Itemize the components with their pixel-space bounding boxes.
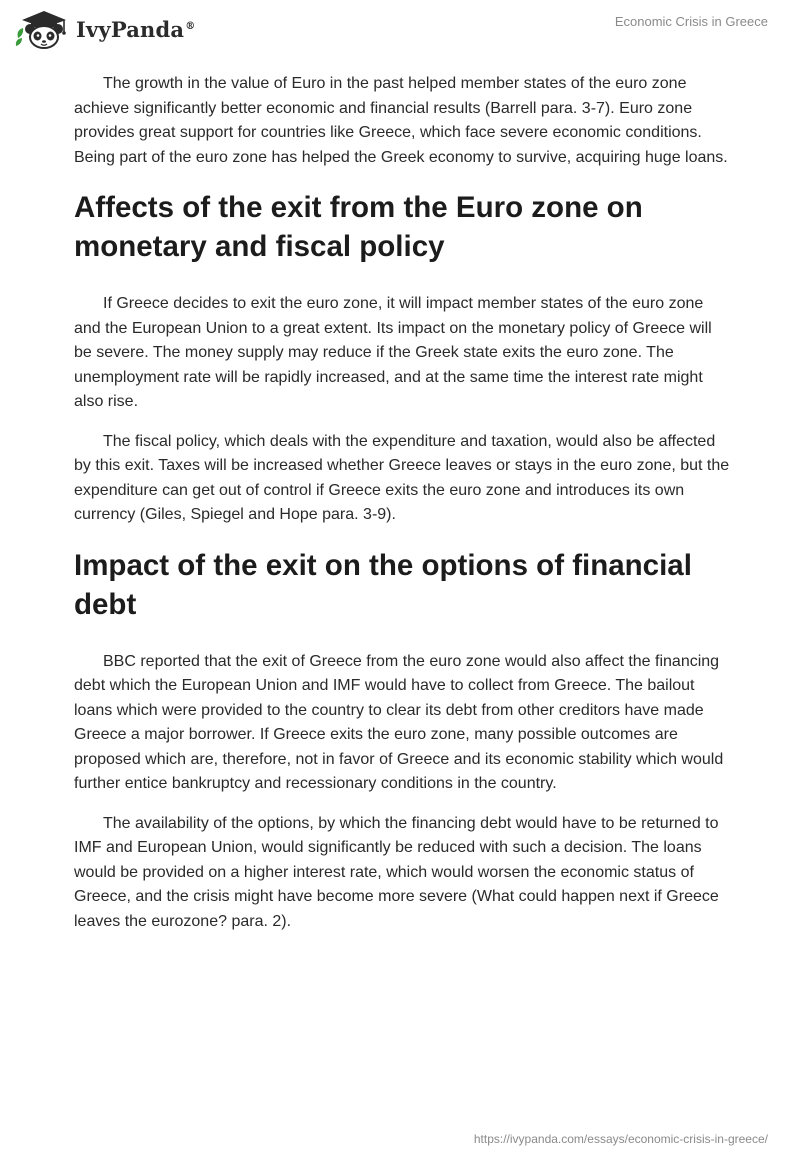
logo-registered-mark: ® [185, 20, 196, 32]
ivypanda-logo[interactable] [14, 8, 195, 50]
panda-graduate-icon [14, 8, 72, 50]
section-heading-financial-debt: Impact of the exit on the options of financial debt [74, 548, 692, 621]
logo-wordmark [76, 17, 195, 42]
paragraph-options-availability: The availability of the options, by which the financing debt would have to be returned to IMF and European Union, would significantly be reduced with such a decision. The loans would be provided on a higher interest rate, which would worsen the economic status of Greece, and the crisis might have become more severe (What could happen next if Greece leaves the eurozone? para. 2). [74, 814, 719, 930]
section-heading-monetary-fiscal: Affects of the exit from the Euro zone on monetary and fiscal policy [74, 191, 643, 263]
source-url[interactable]: https://ivypanda.com/essays/economic-crisis-in-greece/ [473, 1132, 768, 1146]
paragraph-monetary-policy: If Greece decides to exit the euro zone, it will impact member states of the euro zone and the European Union to a great extent. Its impact on the monetary policy of Greece will be severe. The money supply may reduce if the Greek state exits the euro zone. The unemployment rate will be rapidly increased, and at the same time the interest rate might also rise. [74, 295, 712, 410]
paragraph-bbc-report: BBC reported that the exit of Greece from the euro zone would also affect the financing debt which the European Union and IMF would have to collect from Greece. The bailout loans which were provided to the country to clear its debt from other creditors have made Greece a major borrower. If Greece exits the euro zone, many possible outcomes are proposed which are, therefore, not in favor of Greece and its economic stability which would further entice bankruptcy and recessionary conditions in the country. [74, 652, 724, 792]
paragraph-fiscal-policy: The fiscal policy, which deals with the expenditure and taxation, would also be affected by this exit. Taxes will be increased whether Greece leaves or stays in the euro zone, but the expenditure can get out of control if Greece exits the euro zone and introduces its own currency (Giles, Spiegel and Hope para. 3-9). [74, 432, 730, 523]
logo-name: IvyPanda [76, 16, 185, 42]
intro-paragraph: The growth in the value of Euro in the past helped member states of the euro zone achieve significantly better economic and financial results (Barrell para. 3-7). Euro zone provides great support for countries like Greece, which face severe economic conditions. Being part of the euro zone has helped the Greek economy to survive, acquiring huge loans. [74, 75, 728, 166]
essay-body [74, 72, 730, 949]
page-header [0, 0, 800, 62]
document-title: Economic Crisis in Greece [614, 14, 768, 29]
